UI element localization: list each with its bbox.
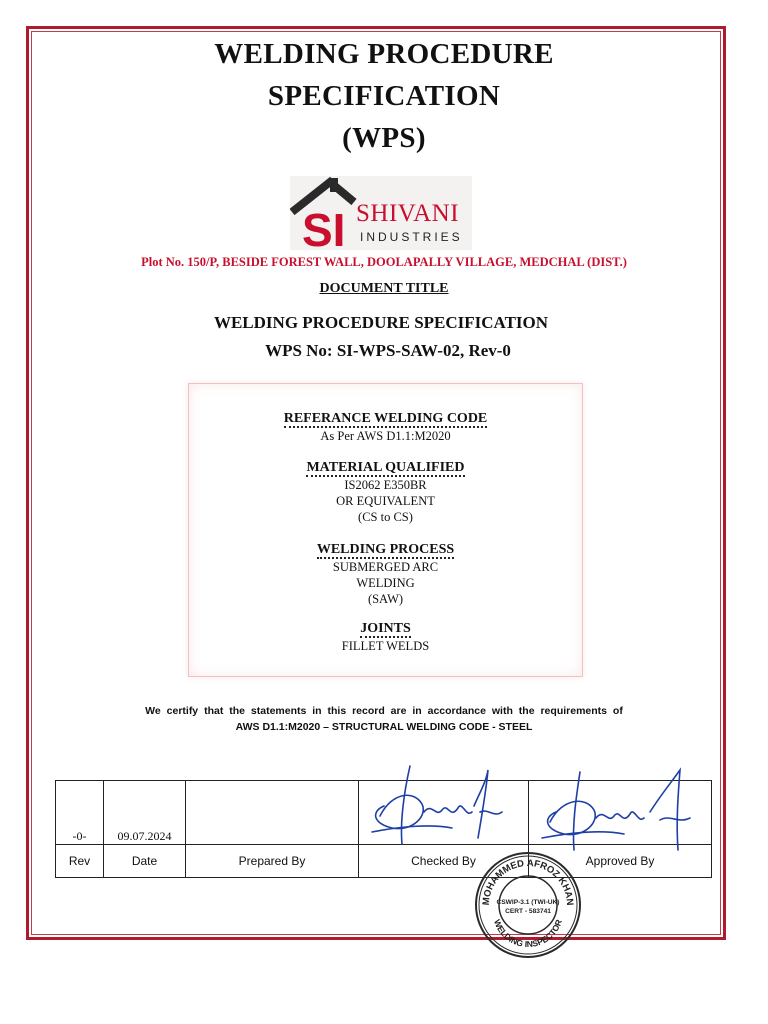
stamp-cert-line-2: CERT - 583741 xyxy=(505,908,551,915)
inspector-stamp xyxy=(473,850,583,960)
approved-by-signature xyxy=(530,766,708,858)
header-date: Date xyxy=(104,845,186,878)
page-title-line-1: WELDING PROCEDURE xyxy=(214,38,554,70)
document-title: WELDING PROCEDURE SPECIFICATION xyxy=(213,313,549,332)
company-name: SHIVANI xyxy=(356,200,460,227)
certification-line-2: AWS D1.1:M2020 – STRUCTURAL WELDING CODE - STEEL xyxy=(235,721,533,733)
rev-value: -0- xyxy=(56,781,104,845)
document-title-label: DOCUMENT TITLE xyxy=(319,281,449,296)
section-joints xyxy=(188,619,583,654)
date-value: 09.07.2024 xyxy=(104,781,186,845)
stamp-name: MOHAMMED AFROZ KHAN xyxy=(480,857,576,906)
company-logo xyxy=(290,176,472,250)
section-line: WELDING xyxy=(356,576,415,590)
section-heading: MATERIAL QUALIFIED xyxy=(306,460,465,475)
section-line: (CS to CS) xyxy=(358,510,413,524)
page-title-line-3: (WPS) xyxy=(342,122,426,154)
section-material xyxy=(188,458,583,525)
header-approved-by: Approved By xyxy=(529,845,712,878)
section-heading: JOINTS xyxy=(360,621,411,636)
section-line: OR EQUIVALENT xyxy=(336,494,435,508)
section-line: SUBMERGED ARC xyxy=(332,560,439,574)
header-prepared-by: Prepared By xyxy=(186,845,359,878)
wps-number: WPS No: SI-WPS-SAW-02, Rev-0 xyxy=(265,341,511,360)
section-process xyxy=(188,540,583,607)
section-reference-code xyxy=(188,409,583,444)
section-heading: WELDING PROCESS xyxy=(316,542,455,557)
header-rev: Rev xyxy=(56,845,104,878)
prepared-by-signature-cell xyxy=(186,781,359,845)
logo-monogram: SI xyxy=(302,204,346,250)
stamp-cert-line-1: CSWIP-3.1 (TWI-UK) xyxy=(496,899,560,906)
header-checked-by: Checked By xyxy=(359,845,529,878)
stamp-title: WELDING INSPECTOR xyxy=(492,917,564,950)
section-heading: REFERANCE WELDING CODE xyxy=(283,411,488,426)
checked-by-signature xyxy=(362,762,522,852)
page-title-line-2: SPECIFICATION xyxy=(267,80,501,112)
section-line: FILLET WELDS xyxy=(341,639,430,653)
section-line: (SAW) xyxy=(367,592,404,606)
section-line: IS2062 E350BR xyxy=(344,478,427,492)
company-subname: INDUSTRIES xyxy=(360,230,463,244)
section-line: As Per AWS D1.1:M2020 xyxy=(320,429,451,443)
certification-line-1: We certify that the statements in this record are in accordance with the requirements of xyxy=(145,705,623,717)
company-address: Plot No. 150/P, BESIDE FOREST WALL, DOOLAPALLY VILLAGE, MEDCHAL (DIST.) xyxy=(141,255,627,269)
